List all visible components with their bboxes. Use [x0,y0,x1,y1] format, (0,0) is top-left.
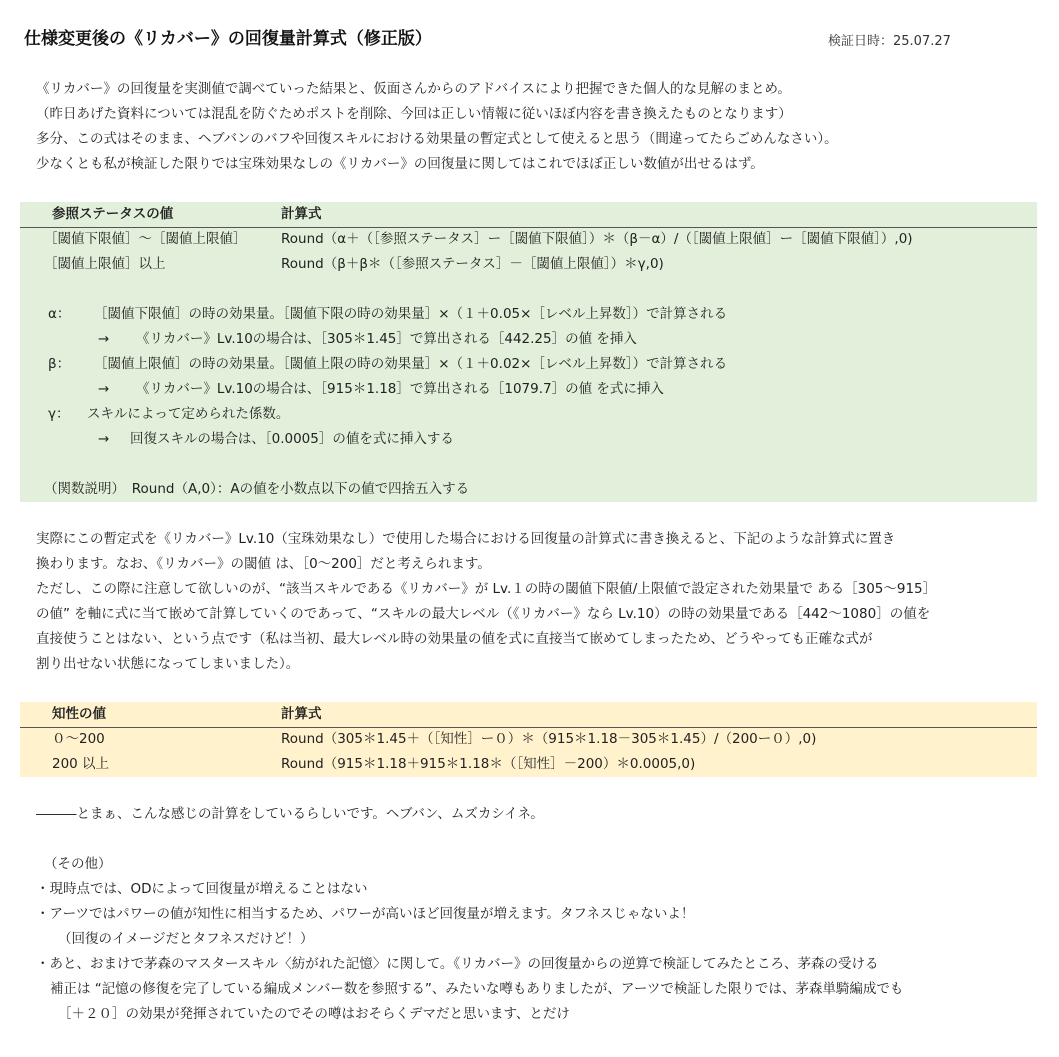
table-header-status: 参照ステータスの値 [52,206,174,222]
other-line: （回復のイメージだとタフネスだけど！） [58,931,314,947]
intro-line-1: 《リカバー》の回復量を実測値で調べていった結果と、仮面さんからのアドバイスにより把握できた個人的な見解のまとめ。 [36,81,791,97]
verification-date: 検証日時：25.07.27 [828,34,951,49]
note-beta-example: 《リカバー》Lv.10の場合は、［915＊1.18］で算出される［1079.7］の値 を式に挿入 [136,381,664,397]
note-beta-text: ［閾値上限値］の時の効果量。［閾値上限の時の効果量］×（１＋0.02×［レベル上昇数］）で計算される [94,356,728,372]
other-line: ・現時点では、ODによって回復量が増えることはない [36,881,368,897]
table-header-formula: 計算式 [281,706,322,722]
table-row-formula: Round（β＋β＊（［参照ステータス］－［閾値上限値］）＊γ,0) [281,256,664,272]
arrow-icon: → [98,331,110,347]
table-header-formula: 計算式 [281,206,322,222]
body-line-5: 直接使うことはない、という点です（私は当初、最大レベル時の効果量の値を式に直接当て嵌めてしまったため、どうやっても正確な式が [36,631,873,647]
note-gamma-label: γ： [48,406,70,422]
note-alpha-label: α： [48,306,71,322]
table-row-formula: Round（α＋（［参照ステータス］ー［閾値下限値］）＊（β－α）/（［閾値上限値］ー［閾値下限値］）,0) [281,231,913,247]
body-line-2: 換わります。なお、《リカバー》の閾値 は、［0～200］だと考えられます。 [36,556,491,572]
table-row-range: ０～200 [52,731,105,747]
intro-line-2: （昨日あげた資料については混乱を防ぐためポストを削除、今回は正しい情報に従いほぼ内容を書き換えたものとなります） [36,106,792,122]
table-header-intellect: 知性の値 [52,706,106,722]
table-row-formula: Round（915＊1.18＋915＊1.18＊（［知性］－200）＊0.0005,0) [281,756,696,772]
intro-line-4: 少なくとも私が検証した限りでは宝珠効果なしの《リカバー》の回復量に関してはこれでほぼ正しい数値が出せるはず。 [36,156,764,172]
body-line-6: 割り出せない状態になってしまいました）。 [36,656,300,672]
arrow-icon: → [98,381,110,397]
body-line-1: 実際にこの暫定式を《リカバー》Lv.10（宝珠効果なし）で使用した場合における回復量の計算式に書き換えると、下記のような計算式に置き [36,531,896,547]
arrow-icon: → [98,431,110,447]
note-beta-label: β： [48,356,71,372]
table-row-range: ［閾値下限値］～［閾値上限値］ [44,231,247,247]
note-alpha-example: 《リカバー》Lv.10の場合は、［305＊1.45］で算出される［442.25］の値 を挿入 [136,331,637,347]
body-line-4: の値” を軸に式に当て嵌めて計算していくのであって、“スキルの最大レベル（《リカバー》なら Lv.10）の時の効果量である［442～1080］の値を [36,606,931,622]
note-gamma-text: スキルによって定められた係数。 [87,406,290,422]
table-row-formula: Round（305＊1.45＋（［知性］ー０）＊（915＊1.18－305＊1.45）/（200ー０）,0) [281,731,817,747]
function-note: （関数説明） Round（A,0）：Aの値を小数点以下の値で四捨五入する [44,481,470,497]
note-alpha-text: ［閾値下限値］の時の効果量。［閾値下限の時の効果量］×（１＋0.05×［レベル上昇数］）で計算される [94,306,728,322]
note-gamma-example: 回復スキルの場合は、［0.0005］の値を式に挿入する [130,431,454,447]
other-line: ・あと、おまけで茅森のマスタースキル〈紡がれた記憶〉に関して。《リカバー》の回復量からの逆算で検証してみたところ、茅森の受ける [36,956,879,972]
other-line: 補正は “記憶の修復を完了している編成メンバー数を参照する”、みたいな噂もありましたが、アーツで検証した限りでは、茅森単騎編成でも [50,981,904,997]
table-row-range: ［閾値上限値］以上 [44,256,166,272]
other-heading: （その他） [44,856,112,872]
other-line: ・アーツではパワーの値が知性に相当するため、パワーが高いほど回復量が増えます。タフネスじゃないよ！ [36,906,695,922]
page-title: 仕様変更後の《リカバー》の回復量計算式（修正版） [24,29,432,49]
table-row-range: 200 以上 [52,756,110,772]
intro-line-3: 多分、この式はそのまま、ヘブバンのバフや回復スキルにおける効果量の暫定式として使えると思う（間違ってたらごめんなさい）。 [36,131,838,147]
closing-remark: ―――とまぁ、こんな感じの計算をしているらしいです。ヘブバン、ムズカシイネ。 [36,806,544,822]
body-line-3: ただし、この際に注意して欲しいのが、“該当スキルである《リカバー》が Lv.１の時の閾値下限値/上限値で設定された効果量で ある［305～915］ [36,581,937,597]
other-line: ［＋２０］の効果が発揮されていたのでその噂はおそらくデマだと思います、とだけ [58,1006,570,1022]
